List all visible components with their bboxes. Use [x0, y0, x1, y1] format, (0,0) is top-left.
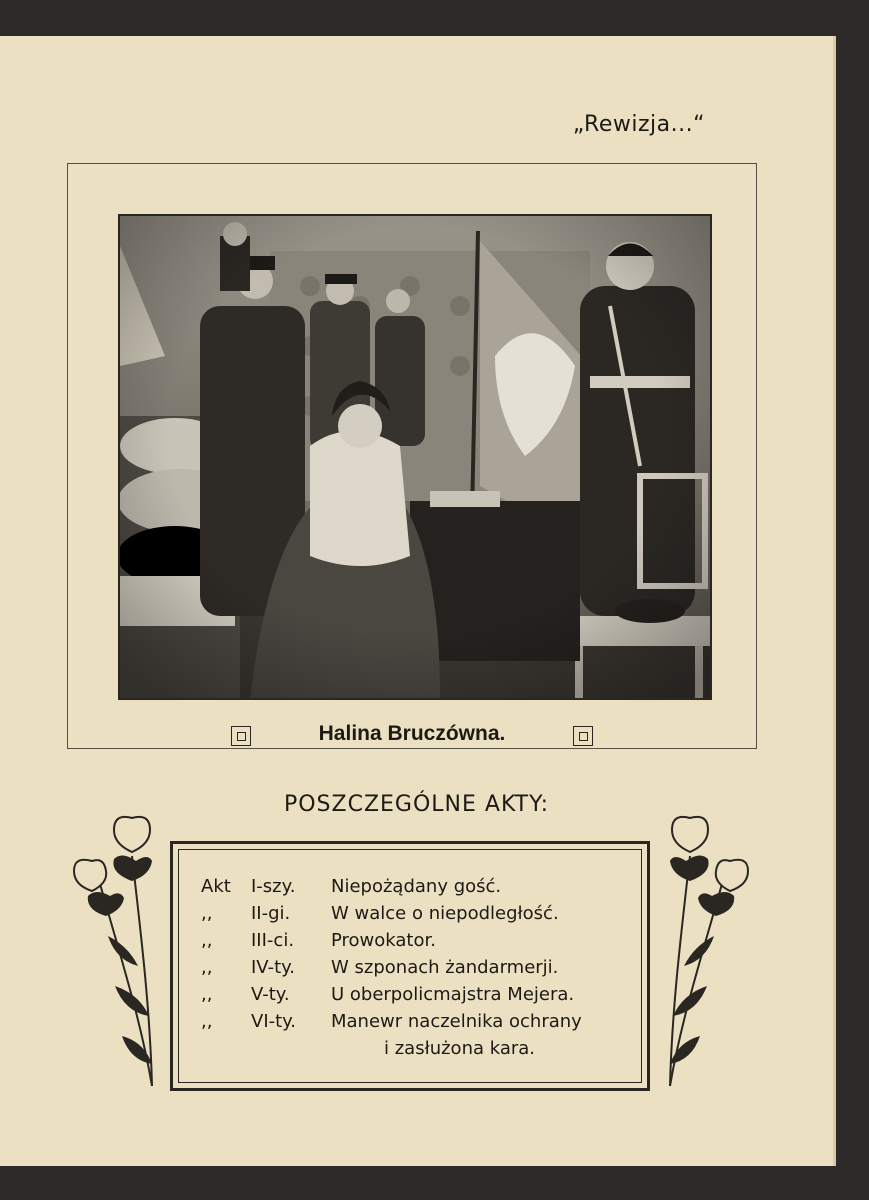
- act-number: III-ci.: [251, 930, 295, 951]
- tulip-flower-icon: [70, 806, 170, 1091]
- act-title: W walce o niepodległość.: [331, 903, 559, 924]
- act-number: IV-ty.: [251, 957, 295, 978]
- act-prefix: ,,: [201, 930, 213, 951]
- square-ornament-icon: [573, 726, 593, 746]
- act-title: Prowokator.: [331, 930, 436, 951]
- acts-list-box: [170, 841, 650, 1091]
- photograph-illustration: [120, 216, 710, 698]
- act-number: VI-ty.: [251, 1011, 296, 1032]
- page: [0, 36, 836, 1166]
- caption-row: [68, 720, 756, 750]
- still-photograph: [118, 214, 712, 700]
- act-number: V-ty.: [251, 984, 290, 1005]
- act-title: U oberpolicmajstra Mejera.: [331, 984, 575, 1005]
- act-prefix: Akt: [201, 876, 231, 897]
- tulip-flower-icon: [652, 806, 752, 1091]
- act-prefix: ,,: [201, 984, 213, 1005]
- act-number: II-gi.: [251, 903, 291, 924]
- acts-heading: POSZCZEGÓLNE AKTY:: [283, 792, 550, 817]
- act-title: W szponach żandarmerji.: [331, 957, 559, 978]
- page-title: „Rewizja...“: [572, 112, 705, 137]
- photo-caption: Halina Bruczówna.: [318, 722, 506, 745]
- act-title-continuation: i zasłużona kara.: [384, 1038, 536, 1059]
- act-title: Niepożądany gość.: [331, 876, 502, 897]
- act-title: Manewr naczelnika ochrany: [331, 1011, 582, 1032]
- act-prefix: ,,: [201, 957, 213, 978]
- photo-frame: [67, 163, 757, 749]
- act-number: I-szy.: [251, 876, 296, 897]
- act-prefix: ,,: [201, 1011, 213, 1032]
- act-prefix: ,,: [201, 903, 213, 924]
